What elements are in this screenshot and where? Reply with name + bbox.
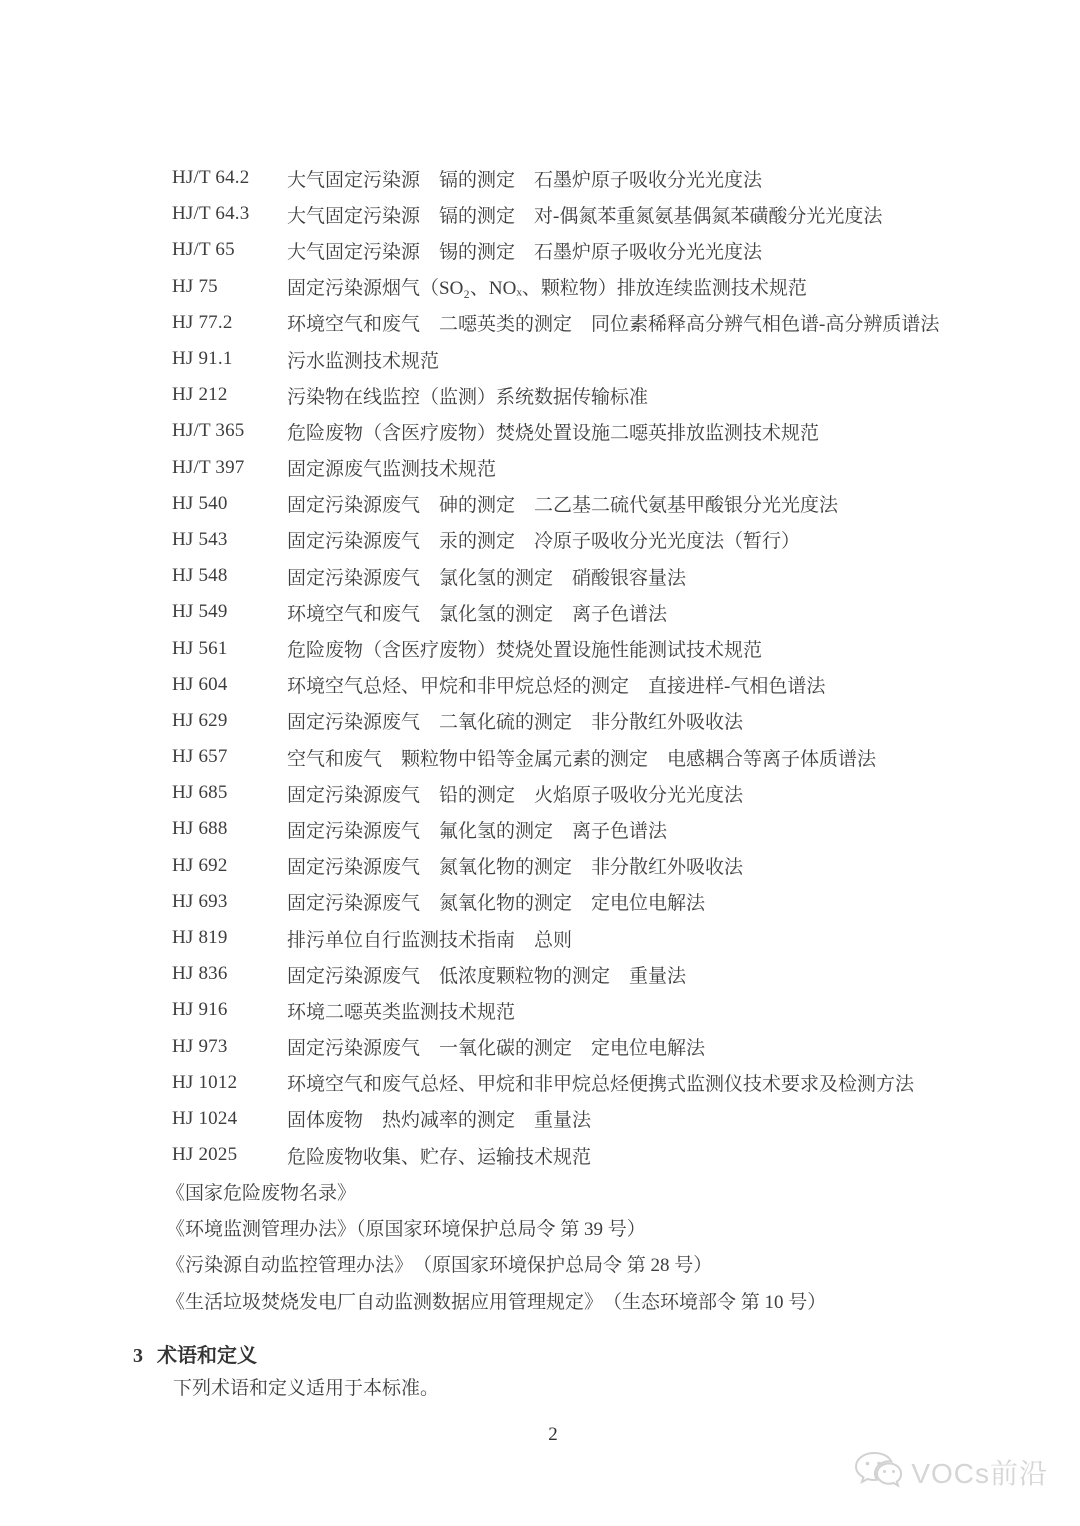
standard-title: 环境空气总烃、甲烷和非甲烷总烃的测定 直接进样-气相色谱法 <box>287 676 826 698</box>
standard-code: HJ 212 <box>172 384 228 406</box>
standard-row <box>172 594 1040 630</box>
standard-code: HJ 916 <box>172 999 228 1021</box>
standard-title: 大气固定污染源 镉的测定 石墨炉原子吸收分光光度法 <box>287 169 763 191</box>
standard-code: HJ/T 365 <box>172 420 245 442</box>
standard-row <box>172 739 1040 775</box>
standard-row <box>172 450 1040 486</box>
standard-row <box>172 703 1040 739</box>
standard-title: 固定污染源废气 一氧化碳的测定 定电位电解法 <box>287 1038 706 1060</box>
standard-title: 固定污染源废气 氯化氢的测定 硝酸银容量法 <box>287 567 687 589</box>
standard-code: HJ 549 <box>172 601 228 623</box>
standard-row <box>172 196 1040 232</box>
standard-row <box>172 232 1040 268</box>
standard-title: 固体废物 热灼减率的测定 重量法 <box>287 1110 592 1132</box>
standard-row <box>172 1065 1040 1101</box>
document-reference: 《国家危险废物名录》 <box>166 1182 357 1204</box>
standard-code: HJ 836 <box>172 963 228 985</box>
section-number: 3 <box>133 1345 143 1367</box>
standard-title: 环境空气和废气 氯化氢的测定 离子色谱法 <box>287 603 668 625</box>
watermark-label: VOCs前沿 <box>911 1458 1048 1489</box>
page-number: 2 <box>548 1424 558 1445</box>
standard-title: 固定污染源废气 氮氧化物的测定 定电位电解法 <box>287 893 706 915</box>
standard-code: HJ 657 <box>172 746 228 768</box>
standard-row <box>172 956 1040 992</box>
standard-code: HJ 688 <box>172 818 228 840</box>
standard-code: HJ 2025 <box>172 1144 238 1166</box>
wechat-icon <box>853 1450 903 1494</box>
standard-row <box>172 558 1040 594</box>
standard-row <box>172 413 1040 449</box>
standard-row <box>172 486 1040 522</box>
standard-code: HJ 77.2 <box>172 311 233 333</box>
standard-code: HJ 561 <box>172 637 228 659</box>
standard-title: 固定源废气监测技术规范 <box>287 459 497 481</box>
document-reference: 《环境监测管理办法》（原国家环境保护总局令 第 39 号） <box>166 1218 646 1240</box>
standard-row <box>172 811 1040 847</box>
standard-code: HJ 543 <box>172 528 228 550</box>
standard-code: HJ/T 65 <box>172 239 235 261</box>
standard-row <box>172 377 1040 413</box>
standard-row <box>172 1029 1040 1065</box>
standard-row <box>172 775 1040 811</box>
standard-title: 污水监测技术规范 <box>287 350 440 372</box>
standard-title: 大气固定污染源 镉的测定 对-偶氮苯重氮氨基偶氮苯磺酸分光光度法 <box>287 205 883 227</box>
standard-row <box>172 667 1040 703</box>
standard-code: HJ/T 64.3 <box>172 203 250 225</box>
standard-title: 固定污染源废气 砷的测定 二乙基二硫代氨基甲酸银分光光度法 <box>287 495 839 517</box>
standard-code: HJ 693 <box>172 890 228 912</box>
standard-code: HJ 1024 <box>172 1107 238 1129</box>
standard-row <box>172 848 1040 884</box>
standard-title: 固定污染源废气 铅的测定 火焰原子吸收分光光度法 <box>287 784 744 806</box>
standard-code: HJ 1012 <box>172 1071 238 1093</box>
watermark <box>853 1450 1048 1494</box>
standard-title: 环境二噁英类监测技术规范 <box>287 1001 516 1023</box>
standard-row <box>172 160 1040 196</box>
standards-list <box>172 160 1040 1173</box>
standard-title: 固定污染源烟气（SO₂、NOₓ、颗粒物）排放连续监测技术规范 <box>287 278 807 300</box>
standard-title: 危险废物（含医疗废物）焚烧处置设施性能测试技术规范 <box>287 640 763 662</box>
standard-title: 固定污染源废气 氟化氢的测定 离子色谱法 <box>287 820 668 842</box>
standard-code: HJ 973 <box>172 1035 228 1057</box>
standard-title: 固定污染源废气 二氧化硫的测定 非分散红外吸收法 <box>287 712 744 734</box>
standard-code: HJ 685 <box>172 782 228 804</box>
standard-title: 空气和废气 颗粒物中铅等金属元素的测定 电感耦合等离子体质谱法 <box>287 748 877 770</box>
standard-code: HJ 692 <box>172 854 228 876</box>
standard-code: HJ 819 <box>172 927 228 949</box>
document-reference: 《生活垃圾焚烧发电厂自动监测数据应用管理规定》 （生态环境部令 第 10 号） <box>166 1291 827 1313</box>
standard-code: HJ/T 397 <box>172 456 245 478</box>
section-body-text: 下列术语和定义适用于本标准。 <box>173 1378 440 1399</box>
standard-row <box>172 992 1040 1028</box>
standard-row <box>172 1137 1040 1173</box>
standard-row <box>172 884 1040 920</box>
standard-title: 危险废物收集、贮存、运输技术规范 <box>287 1146 592 1168</box>
standard-row <box>172 1101 1040 1137</box>
standard-title: 固定污染源废气 汞的测定 冷原子吸收分光光度法（暂行） <box>287 531 801 553</box>
standard-title: 环境空气和废气 二噁英类的测定 同位素稀释高分辨气相色谱-高分辨质谱法 <box>287 314 940 336</box>
standard-code: HJ 604 <box>172 673 228 695</box>
standard-code: HJ 91.1 <box>172 348 233 370</box>
standard-code: HJ/T 64.2 <box>172 167 250 189</box>
standard-title: 固定污染源废气 低浓度颗粒物的测定 重量法 <box>287 965 687 987</box>
standard-code: HJ 629 <box>172 709 228 731</box>
standard-row <box>172 920 1040 956</box>
standard-title: 固定污染源废气 氮氧化物的测定 非分散红外吸收法 <box>287 857 744 879</box>
standard-row <box>172 630 1040 666</box>
standard-row <box>172 522 1040 558</box>
section-heading <box>133 1339 257 1368</box>
standard-code: HJ 548 <box>172 565 228 587</box>
standard-title: 排污单位自行监测技术指南 总则 <box>287 929 573 951</box>
standard-code: HJ 75 <box>172 275 218 297</box>
standard-title: 环境空气和废气总烃、甲烷和非甲烷总烃便携式监测仪技术要求及检测方法 <box>287 1074 915 1096</box>
section-title: 术语和定义 <box>157 1345 257 1367</box>
standard-row <box>172 269 1040 305</box>
standard-title: 污染物在线监控（监测）系统数据传输标准 <box>287 386 649 408</box>
standard-title: 大气固定污染源 锡的测定 石墨炉原子吸收分光光度法 <box>287 241 763 263</box>
standard-code: HJ 540 <box>172 492 228 514</box>
standard-title: 危险废物（含医疗废物）焚烧处置设施二噁英排放监测技术规范 <box>287 422 820 444</box>
standard-row <box>172 305 1040 341</box>
standard-row <box>172 341 1040 377</box>
document-reference: 《污染源自动监控管理办法》 （原国家环境保护总局令 第 28 号） <box>166 1255 713 1277</box>
referenced-documents-list <box>166 1173 1040 1318</box>
